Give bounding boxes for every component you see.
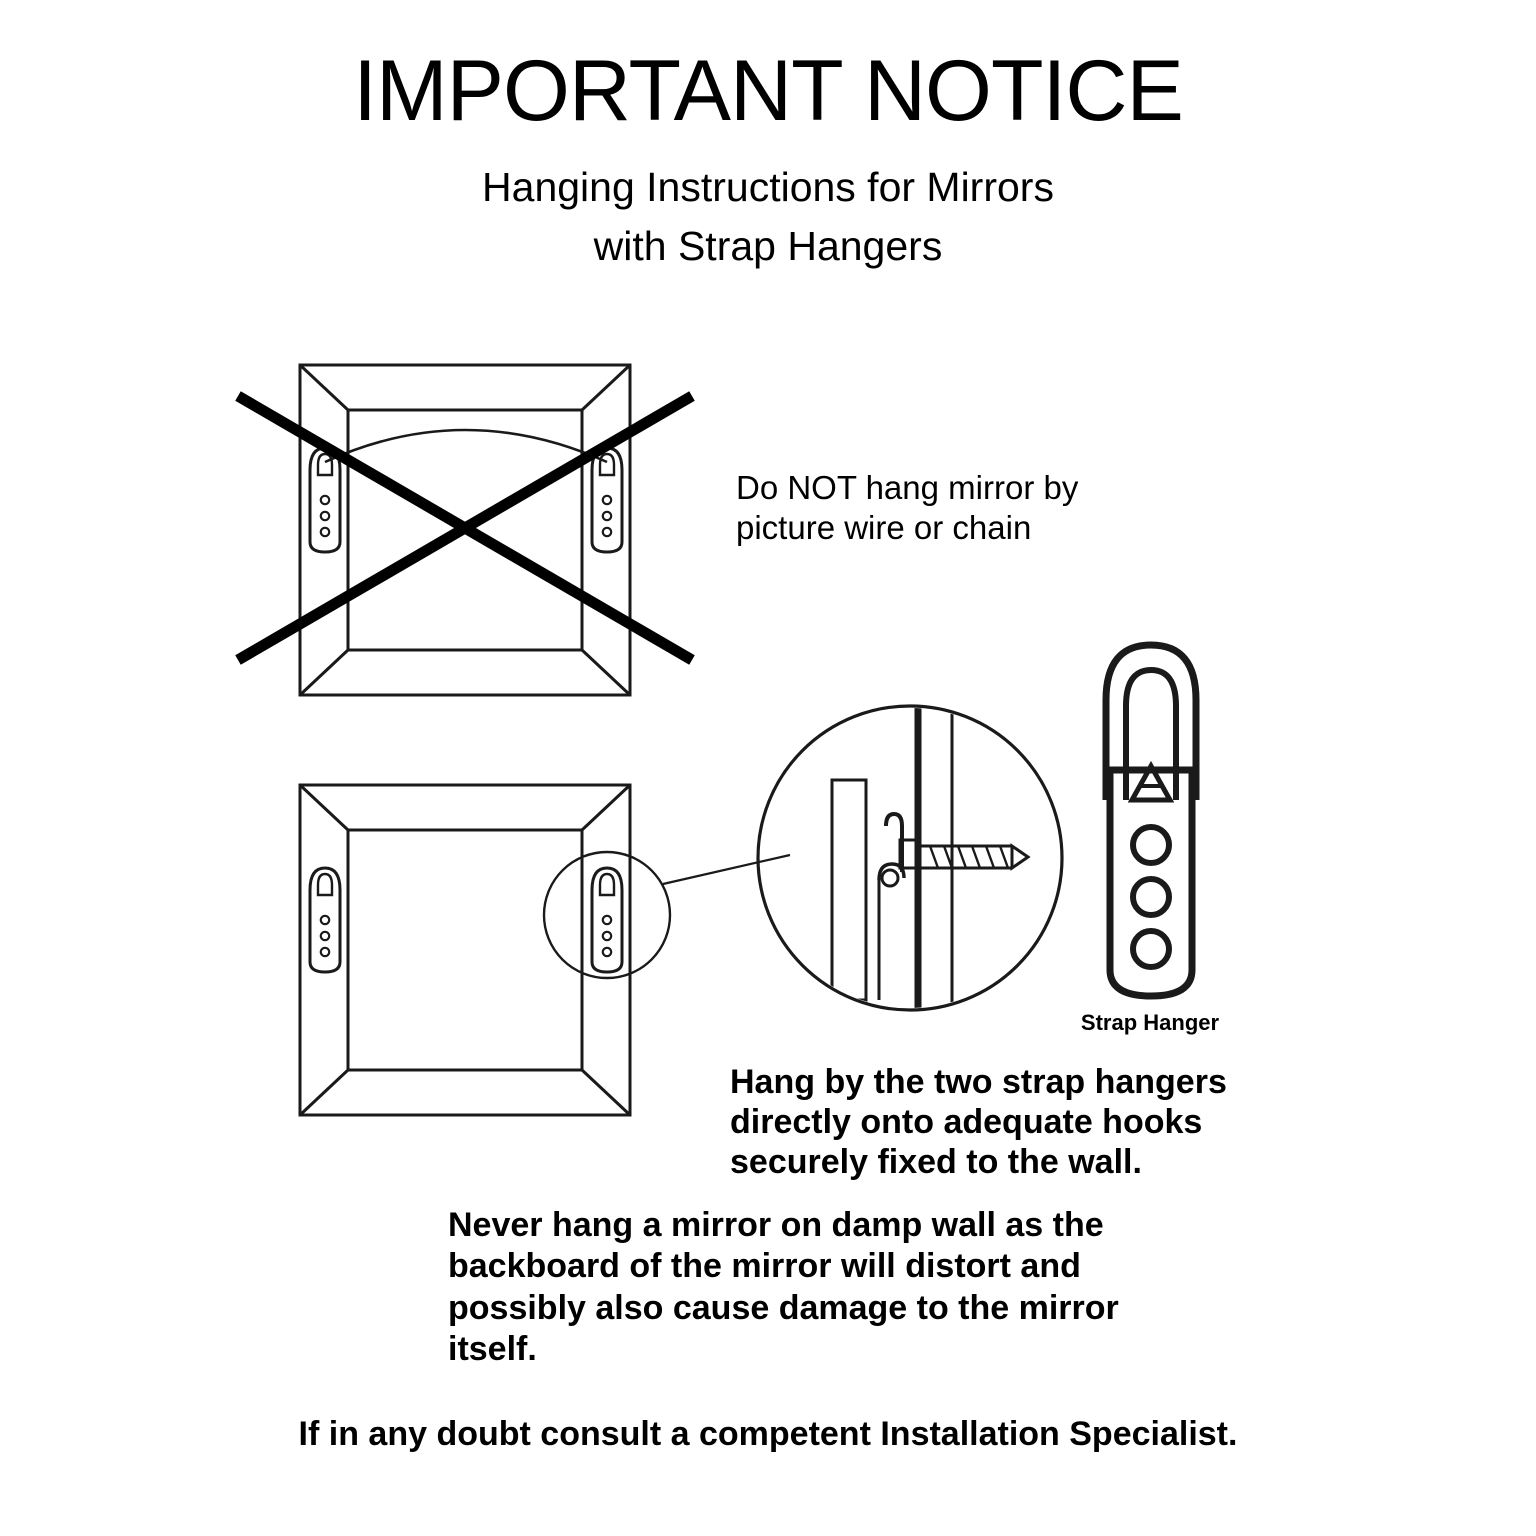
figure-correct — [300, 785, 790, 1115]
cross-out-mark — [238, 396, 692, 660]
page-subtitle — [0, 158, 1536, 277]
note-damp-wall: Never hang a mirror on damp wall as the backboard of the mirror will distort and possibly also cause damage to the mirror itself. — [448, 1206, 1119, 1369]
subtitle-line-1: Hanging Instructions for Mirrors — [482, 164, 1054, 210]
figure-wrong — [238, 365, 692, 695]
note-consult-specialist: If in any doubt consult a competent Installation Specialist. — [298, 1415, 1238, 1453]
subtitle-line-2: with Strap Hangers — [593, 223, 943, 270]
strap-hanger-right — [592, 448, 622, 552]
strap-hanger-left — [310, 448, 340, 552]
strap-hanger-right-2 — [592, 868, 622, 972]
note-do-not-hang: Do NOT hang mirror by picture wire or chain — [736, 469, 1079, 546]
strap-hanger-left-2 — [310, 868, 340, 972]
figure-detail — [758, 700, 1062, 1020]
note-hang-by-straps: Hang by the two strap hangers directly onto adequate hooks securely fixed to the wall. — [730, 1063, 1227, 1182]
page-title: IMPORTANT NOTICE — [353, 43, 1183, 139]
strap-hanger-label: Strap Hanger — [1080, 1010, 1220, 1035]
figure-strap-hanger — [1106, 645, 1196, 996]
